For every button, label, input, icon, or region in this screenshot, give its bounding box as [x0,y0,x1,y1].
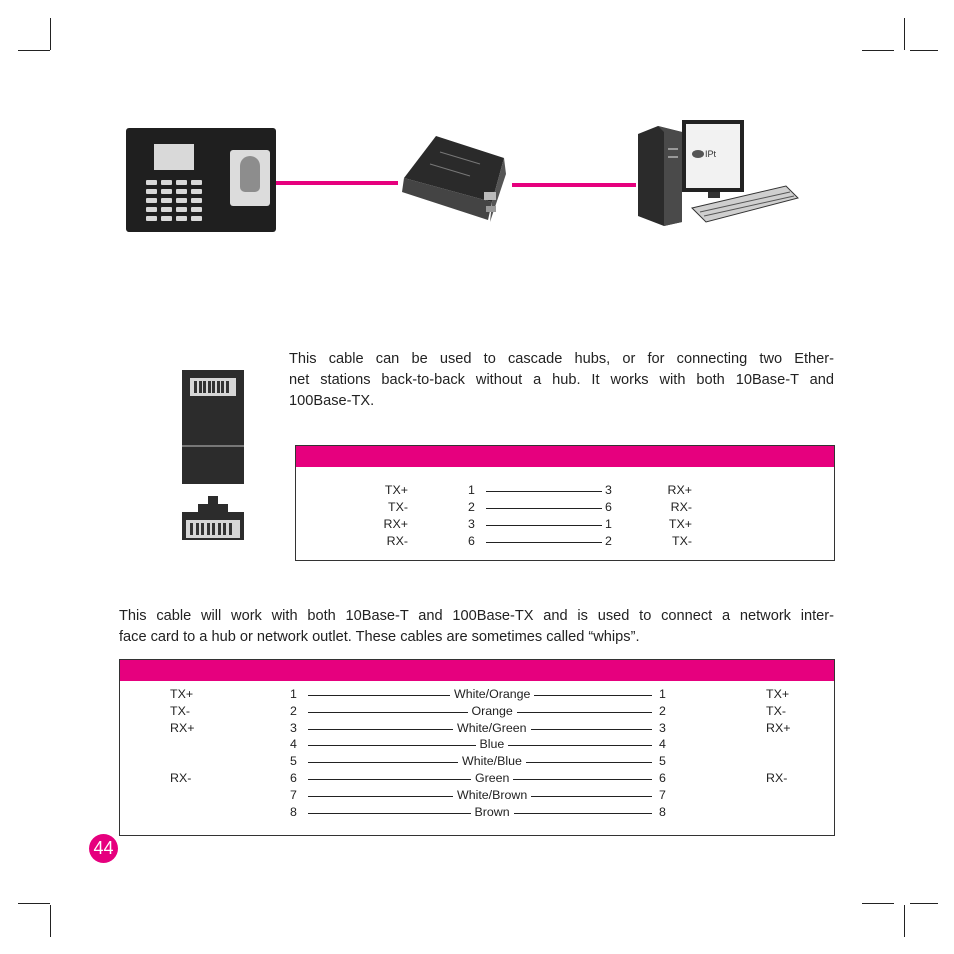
right-signal: TX- [766,703,786,718]
left-pin: 3 [290,720,297,735]
crop-mark [50,905,51,937]
right-pin: 1 [605,517,612,531]
crop-mark [904,905,905,937]
fingerprint-terminal-image [126,128,276,232]
wire-line [486,491,602,492]
right-pin: 8 [659,804,666,819]
wire-color-label: White/Green [453,721,531,735]
rj45-contact-slot [196,523,199,535]
table-header-bar [296,446,834,467]
table-header-bar [120,660,834,681]
left-signal: TX+ [170,687,194,701]
rj45-contact-slot [217,381,220,393]
media-converter-image [400,130,508,225]
wire-color-label: White/Blue [458,754,526,768]
wire-color-label: Brown [471,805,514,819]
keypad-key [161,207,172,212]
left-pin: 2 [290,703,297,718]
fingerprint-sensor [230,150,270,206]
keypad-key [191,216,202,221]
right-signal: RX+ [766,720,791,735]
keypad-key [176,216,187,221]
right-pin: 7 [659,787,666,802]
left-pin: 1 [290,687,297,701]
right-signal: RX- [766,771,788,785]
wire-color-label: White/Brown [453,788,531,802]
wire-line [486,525,602,526]
keypad-key [191,180,202,185]
keypad-key [176,207,187,212]
left-pin: 5 [290,754,297,769]
wire-color-label: White/Orange [450,687,534,701]
straight-cable-table [119,659,835,836]
left-pin: 8 [290,804,297,819]
left-signal: TX+ [384,483,408,497]
keypad-key [146,216,157,221]
wire-color-label: Green [471,771,513,785]
rj45-contact-slot [226,381,229,393]
crop-mark [18,50,50,51]
right-pin: 6 [659,771,666,785]
right-signal: TX+ [766,687,790,701]
keypad-key [176,198,187,203]
rj45-contact-slot [212,381,215,393]
rj45-contact-slot [201,523,204,535]
rj45-contact-slot [218,523,221,535]
keypad-key [146,207,157,212]
left-signal: RX- [170,771,192,785]
rj45-contacts [190,378,236,396]
desktop-computer-image [636,118,800,226]
rj45-divider [182,445,244,447]
left-pin: 4 [290,737,297,752]
left-signal: RX+ [170,720,195,735]
right-signal: TX- [672,534,692,548]
rj45-contact-slot [207,523,210,535]
wire-line [486,542,602,543]
right-pin: 5 [659,754,666,769]
description-line: face card to a hub or network outlet. These cables are sometimes called “whips”. [119,629,640,645]
keypad-key [146,198,157,203]
crop-mark [862,903,894,904]
keypad-key [146,180,157,185]
keypad-key [176,180,187,185]
keypad-key [161,216,172,221]
rj45-contact-slot [212,523,215,535]
right-pin: 3 [659,720,666,735]
crossover-cable-table [295,445,835,561]
left-pin: 7 [290,787,297,802]
right-pin: 6 [605,500,612,514]
crop-mark [862,50,894,51]
right-signal: RX- [670,500,692,514]
keypad-key [176,189,187,194]
left-signal: TX- [388,500,408,514]
rj45-contact-slot [199,381,202,393]
left-pin: 1 [468,483,475,497]
connection-line [512,183,636,187]
crop-mark [904,18,905,50]
crop-mark [910,50,938,51]
left-signal: RX+ [383,517,408,531]
keypad-key [191,207,202,212]
wire-color-label: Orange [468,704,517,718]
description-line: net stations back-to-back without a hub. It works with both 10Base-T and [289,372,834,388]
right-pin: 4 [659,737,666,752]
straight-description [119,606,834,648]
rj45-contact-slot [203,381,206,393]
page-number: 44 [89,834,118,863]
rj45-contact-slot [223,523,226,535]
right-pin: 2 [605,534,612,548]
right-pin: 3 [605,483,612,497]
rj45-contact-slot [229,523,232,535]
crop-mark [50,18,51,50]
crop-mark [18,903,50,904]
wire-line [486,508,602,509]
rj45-contacts [186,520,240,538]
left-pin: 3 [468,517,475,531]
description-line: This cable will work with both 10Base-T and 100Base-TX and is used to connect a network inter- [119,608,834,624]
left-pin: 2 [468,500,475,514]
terminal-screen [154,144,194,170]
crossover-description [289,349,834,412]
svg-text:IPt: IPt [705,149,717,159]
rj45-contact-slot [221,381,224,393]
left-signal: TX- [170,703,190,718]
fingerprint-icon [240,156,260,192]
wire-color-label: Blue [476,737,509,751]
left-pin: 6 [468,534,475,548]
keypad-key [191,189,202,194]
right-pin: 2 [659,703,666,718]
description-line: 100Base-TX. [289,393,375,409]
keypad-key [161,180,172,185]
rj45-contact-slot [190,523,193,535]
keypad-key [161,189,172,194]
description-line: This cable can be used to cascade hubs, or for connecting two Ether- [289,351,834,367]
rj45-contact-slot [208,381,211,393]
connection-line [276,181,398,185]
left-pin: 6 [290,771,297,785]
right-pin: 1 [659,687,666,701]
right-signal: TX+ [668,517,692,531]
keypad-key [161,198,172,203]
rj45-contact-slot [194,381,197,393]
keypad-key [191,198,202,203]
keypad-key [146,189,157,194]
left-signal: RX- [386,534,408,548]
crop-mark [910,903,938,904]
right-signal: RX+ [667,483,692,497]
